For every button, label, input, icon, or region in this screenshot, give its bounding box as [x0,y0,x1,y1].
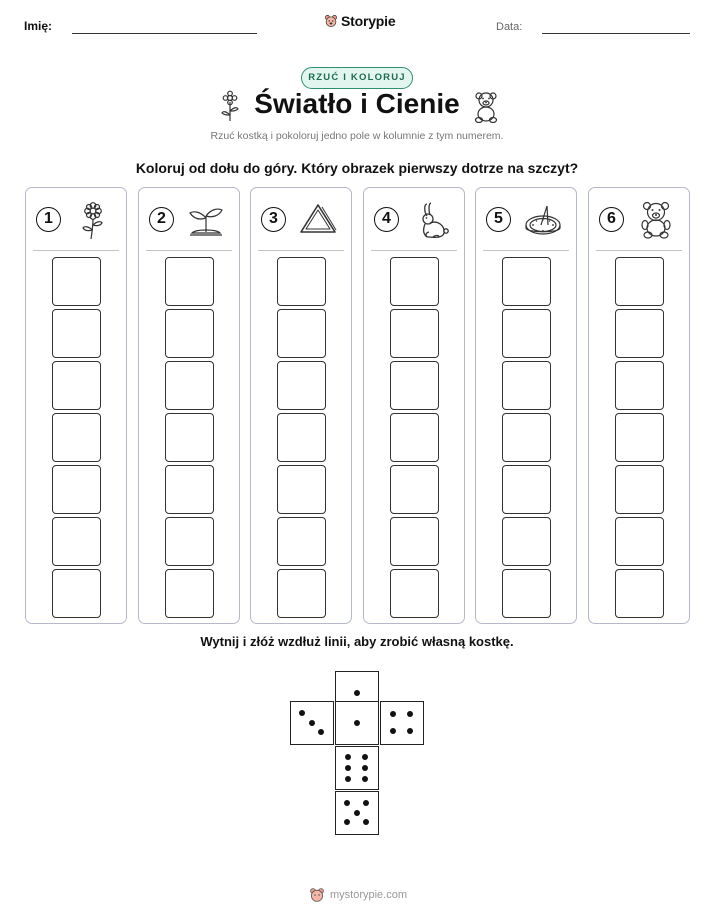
color-cell[interactable] [277,413,326,462]
footer-url: mystorypie.com [330,889,408,901]
column-number: 2 [149,207,174,232]
color-cell[interactable] [502,465,551,514]
column-1 [25,187,127,624]
dice-pip [345,776,351,782]
color-cell[interactable] [390,413,439,462]
dice-pip [345,754,351,760]
dice-pip [354,720,360,726]
footer [309,887,407,903]
color-cell[interactable] [277,517,326,566]
color-cell[interactable] [165,569,214,618]
dice-face-3 [290,701,334,745]
column-divider [596,250,682,251]
dice-pip [362,754,368,760]
subtitle: Rzuć kostką i pokoloruj jedno pole w kolumnie z tym numerem. [210,130,504,142]
color-cell[interactable] [615,413,664,462]
color-cell[interactable] [502,517,551,566]
date-label: Data: [496,21,523,33]
column-3 [250,187,352,624]
color-cell[interactable] [277,309,326,358]
color-cell[interactable] [615,569,664,618]
dice-pip [318,729,324,735]
color-cell[interactable] [277,569,326,618]
date-line [542,33,690,34]
column-divider [483,250,569,251]
dice-pip [390,728,396,734]
color-cell[interactable] [52,413,101,462]
dice-pip [407,711,413,717]
color-cell[interactable] [52,517,101,566]
dice-face-6 [335,746,379,790]
rabbit-icon [411,200,451,240]
color-cell[interactable] [390,257,439,306]
dice-pip [407,728,413,734]
dice-pip [309,720,315,726]
color-cell[interactable] [502,413,551,462]
bear-logo-icon [309,887,325,903]
column-number: 5 [486,207,511,232]
column-2 [138,187,240,624]
activity-badge: RZUĆ I KOLORUJ [301,67,413,89]
color-cell[interactable] [615,361,664,410]
teddy-bear-icon [472,89,500,123]
name-line [72,33,257,34]
brand-logo [324,13,395,29]
dice-pip [344,800,350,806]
column-6 [588,187,690,624]
color-cell[interactable] [390,569,439,618]
column-4 [363,187,465,624]
dice-face-5 [335,791,379,835]
color-cell[interactable] [52,465,101,514]
color-cell[interactable] [165,517,214,566]
color-cell[interactable] [165,257,214,306]
dice-pip [345,765,351,771]
color-cell[interactable] [390,465,439,514]
column-number: 3 [261,207,286,232]
column-divider [258,250,344,251]
teddy-bear-icon [636,200,676,240]
color-cell[interactable] [165,309,214,358]
dice-pip [362,776,368,782]
column-number: 6 [599,207,624,232]
color-cell[interactable] [277,465,326,514]
color-cell[interactable] [390,309,439,358]
column-divider [146,250,232,251]
bear-logo-icon [324,14,338,28]
color-cell[interactable] [390,517,439,566]
color-cell[interactable] [52,309,101,358]
color-cell[interactable] [390,361,439,410]
color-cell[interactable] [502,569,551,618]
color-cell[interactable] [52,569,101,618]
sprout-icon [186,200,226,240]
name-label: Imię: [24,19,53,33]
color-cell[interactable] [615,309,664,358]
column-number: 4 [374,207,399,232]
color-cell[interactable] [165,413,214,462]
color-cell[interactable] [277,257,326,306]
dice-pip [344,819,350,825]
dice-pip [354,810,360,816]
color-cell[interactable] [502,309,551,358]
dice-pip [362,765,368,771]
color-cell[interactable] [165,465,214,514]
column-divider [33,250,119,251]
color-cell[interactable] [615,517,664,566]
color-cell[interactable] [502,361,551,410]
color-cell[interactable] [615,257,664,306]
dice-pip [363,800,369,806]
color-cell[interactable] [615,465,664,514]
dice-face-1 [335,701,379,745]
color-cell[interactable] [165,361,214,410]
color-cell[interactable] [52,257,101,306]
color-cell[interactable] [52,361,101,410]
brand-name: Storypie [341,13,396,29]
dice-face-4 [380,701,424,745]
column-5 [475,187,577,624]
dice-pip [299,710,305,716]
dice-pip [363,819,369,825]
column-number: 1 [36,207,61,232]
page-title: Światło i Cienie [254,88,460,119]
dice-pip [354,690,360,696]
sundial-icon [523,200,563,240]
dice-pip [390,711,396,717]
cut-instruction: Wytnij i złóż wzdłuż linii, aby zrobić własną kostkę. [200,634,514,649]
prism-icon [298,200,338,240]
color-cell[interactable] [502,257,551,306]
instruction: Koloruj od dołu do góry. Który obrazek pierwszy dotrze na szczyt? [135,160,579,176]
color-cell[interactable] [277,361,326,410]
column-divider [371,250,457,251]
flower-icon [73,200,113,240]
